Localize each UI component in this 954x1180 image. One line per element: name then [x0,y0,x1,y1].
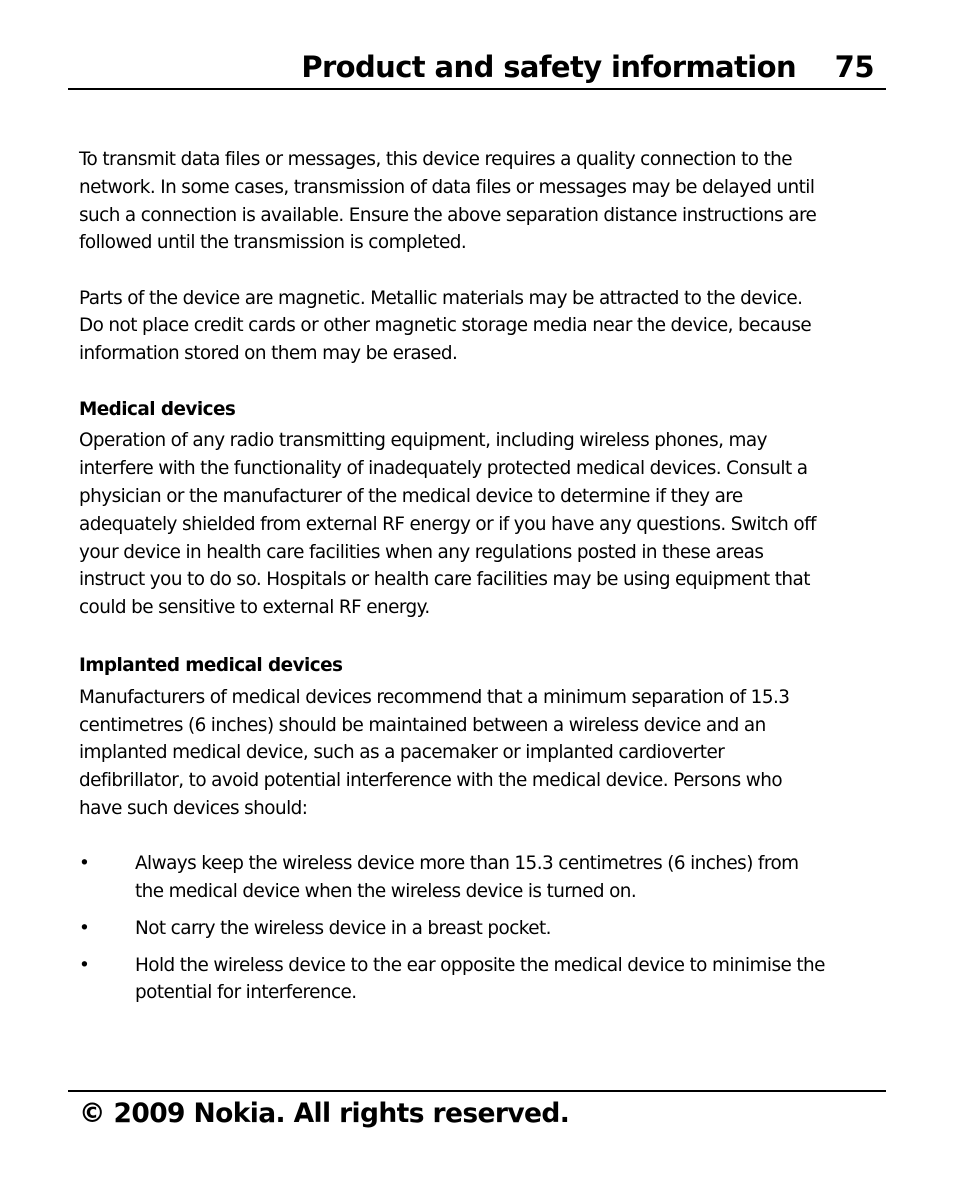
page-number: 75 [834,50,874,84]
text-line: followed until the transmission is completed. [79,232,467,254]
bullet-icon: • [79,853,90,875]
text-line: Always keep the wireless device more than 15.3 centimetres (6 inches) from [135,853,799,875]
paragraph-data-transmission [79,146,879,257]
text-line: Do not place credit cards or other magnetic storage media near the device, because [79,315,812,337]
text-line: interfere with the functionality of inadequately protected medical devices. Consult a [79,458,808,480]
text-line: To transmit data files or messages, this device requires a quality connection to the [79,149,793,170]
page-footer [68,1090,886,1129]
page-content [79,146,879,1016]
text-line: Operation of any radio transmitting equipment, including wireless phones, may [79,430,767,452]
page-title: Product and safety information [301,50,796,84]
text-line: the medical device when the wireless device is turned on. [135,881,637,903]
text-line: Parts of the device are magnetic. Metallic materials may be attracted to the device. [79,287,803,309]
text-line: your device in health care facilities when any regulations posted in these areas [79,541,764,563]
text-line: could be sensitive to external RF energy. [79,597,430,619]
text-line: centimetres (6 inches) should be maintained between a wireless device and an [79,714,766,736]
bullet-icon: • [79,917,90,939]
text-line: Manufacturers of medical devices recommend that a minimum separation of 15.3 [79,686,790,708]
text-line: network. In some cases, transmission of data files or messages may be delayed until [79,176,815,198]
text-line: defibrillator, to avoid potential interference with the medical device. Persons who [79,770,783,792]
section-heading-implanted-medical-devices: Implanted medical devices [79,654,343,676]
list-item [79,915,879,943]
copyright-notice: © 2009 Nokia. All rights reserved. [79,1098,570,1129]
text-line: potential for interference. [135,982,357,1004]
section-heading-medical-devices: Medical devices [79,398,236,420]
text-line: Not carry the wireless device in a breast pocket. [135,917,551,939]
paragraph-magnetic-parts [79,285,879,368]
text-line: Hold the wireless device to the ear opposite the medical device to minimise the [135,954,825,976]
text-line: implanted medical device, such as a pacemaker or implanted cardioverter [79,742,725,764]
page-header [68,40,886,90]
text-line: information stored on them may be erased. [79,343,458,365]
list-item [79,850,879,906]
text-line: adequately shielded from external RF energy or if you have any questions. Switch off [79,513,816,535]
bullet-icon: • [79,954,90,976]
paragraph-implanted-medical-devices [79,684,879,823]
bullet-list [79,850,879,1007]
text-line: instruct you to do so. Hospitals or health care facilities may be using equipment that [79,569,810,591]
list-item [79,952,879,1008]
text-line: physician or the manufacturer of the medical device to determine if they are [79,485,743,507]
text-line: such a connection is available. Ensure the above separation distance instructions are [79,204,817,226]
paragraph-medical-devices [79,427,879,622]
text-line: have such devices should: [79,797,308,819]
